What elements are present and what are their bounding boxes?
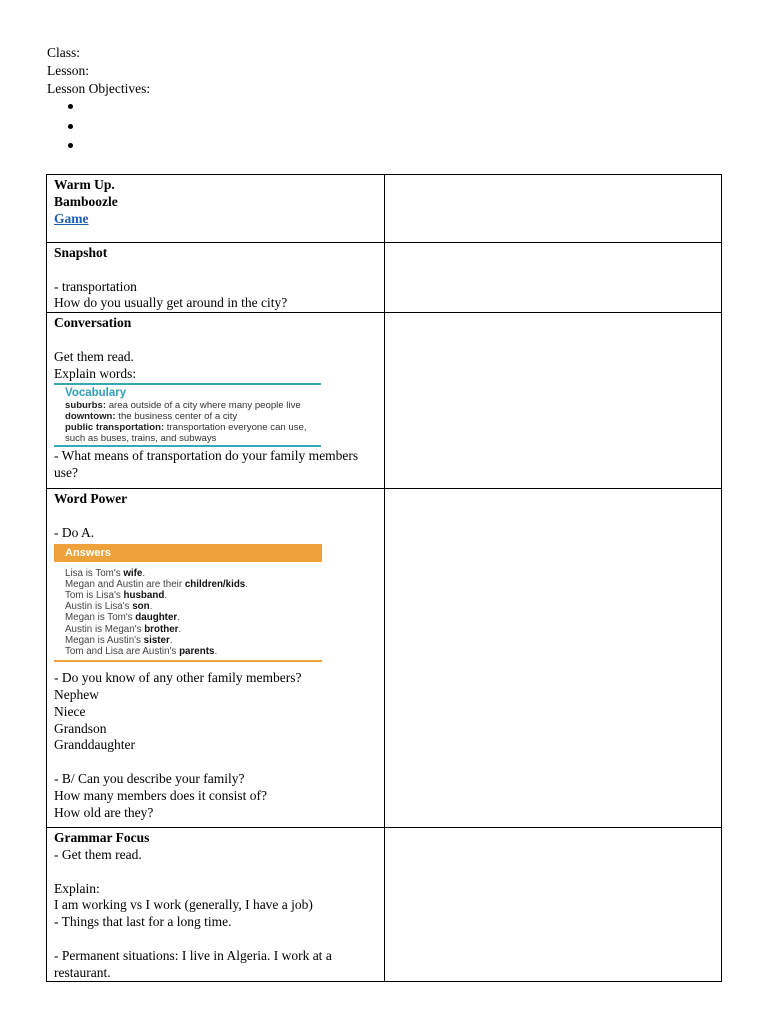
grammar-line3: - Things that last for a long time. bbox=[54, 914, 232, 930]
answer-line: Lisa is Tom's wife. bbox=[65, 567, 146, 579]
cell-grammar-notes bbox=[385, 828, 722, 982]
member-item: Granddaughter bbox=[54, 737, 135, 753]
warmup-subtitle: Bamboozle bbox=[54, 193, 118, 209]
class-label: Class: bbox=[47, 45, 81, 60]
grammar-explain: Explain: bbox=[54, 880, 100, 896]
lesson-plan-table bbox=[46, 174, 722, 982]
row-word-power bbox=[47, 489, 722, 828]
describe-family-question: - B/ Can you describe your family? bbox=[54, 770, 245, 786]
vocabulary-title: Vocabulary bbox=[65, 387, 127, 400]
do-a-line: - Do A. bbox=[54, 524, 95, 540]
cell-warmup bbox=[47, 175, 385, 243]
vocab-def: area outside of a city where many people live bbox=[106, 400, 301, 412]
word-power-title: Word Power bbox=[54, 491, 128, 507]
vocab-term: suburbs: bbox=[65, 400, 107, 412]
row-snapshot bbox=[47, 243, 722, 313]
member-item: Niece bbox=[54, 703, 86, 719]
vocab-entry bbox=[65, 400, 321, 411]
conversation-question: - What means of transportation do your family members use? bbox=[54, 448, 359, 481]
vocab-term: public transportation: bbox=[65, 422, 165, 434]
game-link[interactable]: Game bbox=[54, 210, 89, 226]
answer-line: Tom is Lisa's husband. bbox=[65, 589, 168, 601]
member-item: Nephew bbox=[54, 687, 99, 702]
other-members-question: - Do you know of any other family members? bbox=[54, 670, 302, 686]
row-warmup bbox=[47, 175, 722, 243]
ages-question: How old are they? bbox=[54, 804, 154, 820]
answer-line: Megan and Austin are their children/kids. bbox=[65, 578, 248, 590]
lesson-header bbox=[47, 44, 150, 98]
snapshot-line1: - transportation bbox=[54, 278, 137, 294]
vocab-def: transportation everyone can use, such as buses, trains, and subways bbox=[65, 422, 307, 445]
answers-box bbox=[54, 544, 322, 663]
cell-grammar-focus bbox=[47, 828, 385, 982]
conversation-line1: Get them read. bbox=[54, 348, 134, 364]
row-grammar-focus bbox=[47, 828, 722, 982]
answers-list bbox=[54, 562, 322, 661]
member-item: Grandson bbox=[54, 720, 107, 736]
cell-conversation bbox=[47, 313, 385, 489]
cell-snapshot bbox=[47, 243, 385, 313]
objectives-label: Lesson Objectives: bbox=[47, 81, 151, 96]
answer-line: Austin is Megan's brother. bbox=[65, 623, 182, 635]
members-count-question: How many members does it consist of? bbox=[54, 787, 267, 803]
cell-word-power-notes bbox=[385, 489, 722, 828]
vocab-term: downtown: bbox=[65, 411, 116, 423]
conversation-line2: Explain words: bbox=[54, 365, 137, 381]
conversation-title: Conversation bbox=[54, 315, 132, 331]
answer-line: Megan is Austin's sister. bbox=[65, 634, 173, 646]
vocab-entry bbox=[65, 411, 321, 422]
warmup-title: Warm Up. bbox=[54, 177, 115, 192]
answer-line: Megan is Tom's daughter. bbox=[65, 612, 180, 624]
cell-word-power bbox=[47, 489, 385, 828]
vocab-entry bbox=[65, 422, 321, 444]
answers-title: Answers bbox=[54, 544, 322, 562]
answer-line: Tom and Lisa are Austin's parents. bbox=[65, 646, 218, 657]
vocabulary-box bbox=[54, 383, 321, 447]
cell-snapshot-notes bbox=[385, 243, 722, 313]
cell-conversation-notes bbox=[385, 313, 722, 489]
grammar-line4: - Permanent situations: I live in Algeria. I work at a restaurant. bbox=[54, 947, 332, 980]
cell-warmup-notes bbox=[385, 175, 722, 243]
grammar-line1: - Get them read. bbox=[54, 846, 142, 862]
row-conversation bbox=[47, 313, 722, 489]
lesson-label: Lesson: bbox=[47, 63, 89, 78]
snapshot-title: Snapshot bbox=[54, 245, 108, 260]
vocab-def: the business center of a city bbox=[115, 411, 238, 423]
grammar-line2: I am working vs I work (generally, I have a job) bbox=[54, 897, 313, 913]
grammar-title: Grammar Focus bbox=[54, 830, 150, 846]
answer-line: Austin is Lisa's son. bbox=[65, 601, 153, 613]
snapshot-line2: How do you usually get around in the city? bbox=[54, 295, 288, 311]
